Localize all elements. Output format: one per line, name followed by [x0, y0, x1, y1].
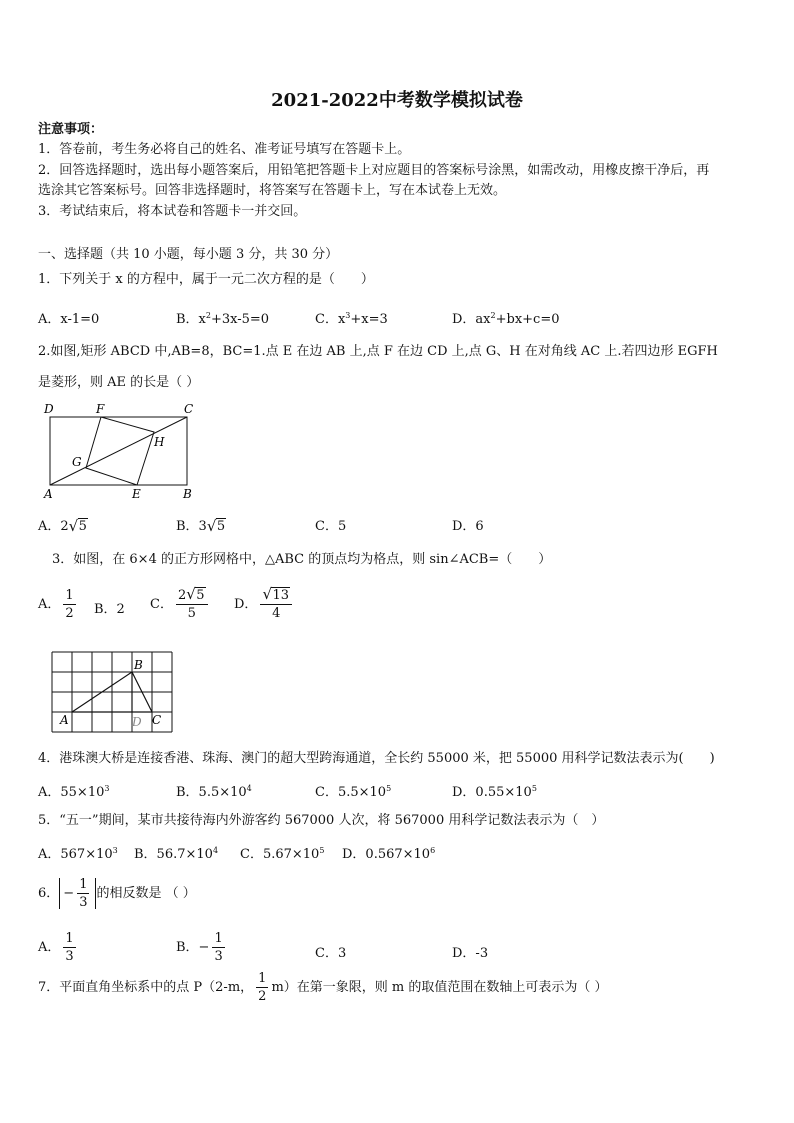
q6-stem: 6． − $\frac{1}{3}$ 的相反数是 （ ）: [38, 877, 196, 910]
q6-option-c: C．3: [315, 946, 347, 961]
q1-option-c: C．$x^3+x=3$: [315, 311, 388, 327]
q2-stem-line2: 是菱形，则 AE 的长是（ ）: [38, 375, 200, 390]
label-a: A: [44, 487, 53, 501]
q2-stem-line1: 2.如图,矩形 ABCD 中,AB=8，BC=1.点 E 在边 AB 上,点 F 在边 CD 上,点 G、H 在对角线 AC 上.若四边形 EGFH: [38, 344, 718, 359]
q1-option-b: B．$x^2+3x-5=0$: [176, 311, 270, 327]
section-heading: 一、选择题（共 10 小题，每小题 3 分，共 30 分）: [38, 247, 339, 262]
notice-item-2: 2．回答选择题时，选出每小题答案后，用铅笔把答题卡上对应题目的答案标号涂黑，如需改动，用橡皮擦干净后，再: [38, 163, 710, 178]
grid-label-c: C: [152, 713, 162, 727]
q4-option-d: D．$0.55\times 10^5$: [452, 784, 537, 800]
q5-option-c: C．$5.67\times 10^5$: [240, 846, 325, 862]
q4-stem: 4．港珠澳大桥是连接香港、珠海、澳门的超大型跨海通道，全长约 55000 米，把 55000 用科学记数法表示为( ): [38, 751, 715, 766]
label-b: B: [183, 487, 192, 501]
q3-option-d: D． √ 13 4: [234, 589, 295, 620]
rhombus-egfh: [86, 417, 154, 485]
label-f: F: [96, 402, 105, 416]
grid-label-a: A: [60, 713, 69, 727]
q4-option-b: B．$5.5\times 10^4$: [176, 784, 252, 800]
q3-grid-figure: [50, 650, 182, 734]
q1-option-a: A．x-1=0: [38, 312, 100, 327]
notice-item-3: 3．考试结束后，将本试卷和答题卡一并交回。: [38, 204, 307, 219]
q3-option-c: C． 2 √ 5 5: [150, 589, 211, 620]
q4-option-a: A．$55\times 10^3$: [38, 784, 110, 800]
q2-option-a: A．2 √ 5: [38, 517, 87, 535]
q2-option-d: D．6: [452, 519, 484, 534]
grid-label-d: D: [132, 715, 142, 729]
q6-option-a: A． $\frac{1}{3}$: [38, 931, 74, 964]
q2-option-c: C．5: [315, 519, 347, 534]
q3-stem: 3．如图，在 6×4 的正方形网格中，△ABC 的顶点均为格点，则 sin∠ACB=（ ）: [52, 552, 552, 567]
label-e: E: [132, 487, 141, 501]
q5-option-d: D．$0.567\times 10^6$: [342, 846, 436, 862]
q6-option-b: B．− $\frac{1}{3}$: [176, 931, 223, 964]
notice-item-2-cont: 选涂其它答案标号。回答非选择题时，将答案写在答题卡上，写在本试卷上无效。: [38, 183, 507, 198]
q2-rectangle-figure: [38, 400, 208, 502]
absolute-value: − $\frac{1}{3}$: [59, 878, 96, 909]
label-d: D: [44, 402, 54, 416]
page-title: 2021-2022中考数学模拟试卷: [271, 90, 523, 111]
q5-option-a: A．$567\times 10^3$: [38, 846, 118, 862]
grid-label-b: B: [134, 658, 143, 672]
label-c: C: [184, 402, 194, 416]
q1-stem: 1．下列关于 x 的方程中，属于一元二次方程的是（ ）: [38, 272, 374, 287]
q4-option-c: C．$5.5\times 10^5$: [315, 784, 392, 800]
diagonal-ac: [50, 417, 187, 485]
q3-option-b: B．2: [94, 602, 125, 617]
label-g: G: [72, 455, 82, 469]
notice-item-1: 1．答卷前，考生务必将自己的姓名、准考证号填写在答题卡上。: [38, 142, 411, 157]
q5-stem: 5．“五一”期间，某市共接待海内外游客约 567000 人次，将 567000 用科学记数法表示为（ ）: [38, 813, 605, 828]
label-h: H: [154, 435, 165, 449]
q7-stem: 7．平面直角坐标系中的点 P（2-m， $\frac{1}{2}$ m）在第一象限，则 m 的取值范围在数轴上可表示为（ ）: [38, 971, 608, 1004]
notice-heading: 注意事项：: [38, 122, 104, 137]
q6-option-d: D．-3: [452, 946, 489, 961]
q3-option-a: A． $\frac{1}{2}$: [38, 588, 74, 621]
q1-option-d: D．$ax^2+bx+c=0$: [452, 311, 560, 327]
q2-option-b: B．3 √ 5: [176, 517, 226, 535]
q5-option-b: B．$56.7\times 10^4$: [134, 846, 219, 862]
